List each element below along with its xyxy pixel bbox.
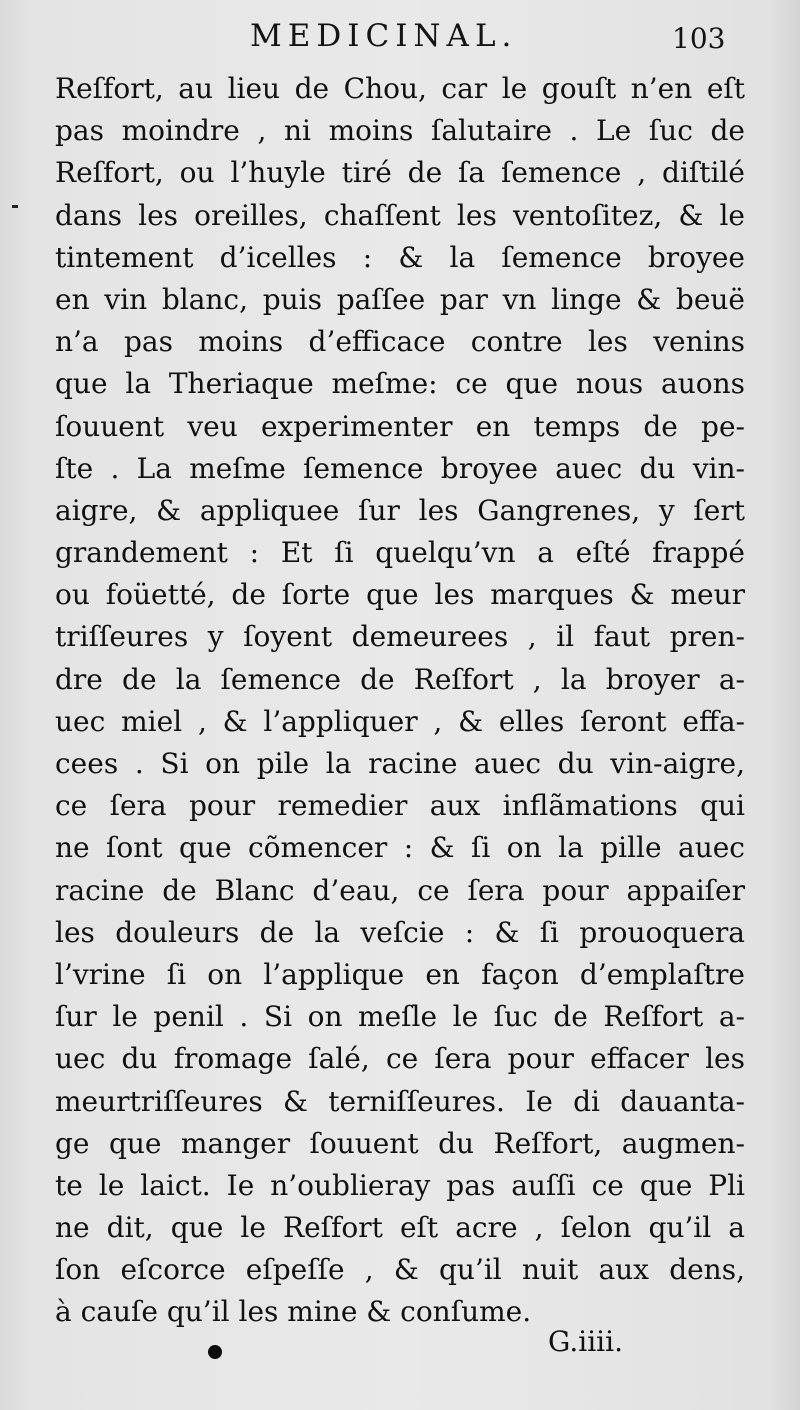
text-line: cees . Si on pile la racine auec du vin-aigre, [55,747,745,780]
text-line: ſur le penil . Si on meſle le ſuc de Reſfort a- [55,1000,745,1034]
text-line: l’vrine ſi on l’applique en façon d’emplaſtre [55,957,745,991]
body-text [55,68,745,1334]
text-line: Reſfort, ou l’huyle tiré de ſa ſemence , diſtilé [55,156,745,190]
text-line: ce ſera pour remedier aux inflãmations qui [55,789,745,823]
page-number: 103 [672,22,726,55]
text-line: ne dit, que le Reſfort eſt acre , ſelon qu’il a [55,1211,745,1245]
text-line: grandement : Et ſi quelqu’vn a eſté frappé [55,536,745,570]
margin-ink-mark [12,205,18,208]
text-line: ou foüetté, de ſorte que les marques & meur [55,578,745,612]
text-line: pas moindre , ni moins ſalutaire . Le ſuc de [55,114,745,148]
text-line: uec miel , & l’appliquer , & elles ſeront effa- [55,704,745,738]
text-line: ſouuent veu experimenter en temps de pe- [55,409,745,443]
text-line: uec du fromage ſalé, ce ſera pour effacer les [55,1042,745,1076]
text-line: aigre, & appliquee ſur les Gangrenes, y ſert [55,493,745,527]
text-line: ne ſont que cõmencer : & ſi on la pille auec [55,831,745,865]
running-head: MEDICINAL. [250,18,518,54]
text-line: tintement d’icelles : & la ſemence broyee [55,240,745,274]
text-line: n’a pas moins d’efficace contre les venins [55,325,745,359]
text-line: Reſfort, au lieu de Chou, car le gouſt n’en eſt [55,72,745,105]
signature-mark: G.iiii. [548,1325,623,1358]
text-line: ſon eſcorce eſpeſſe , & qu’il nuit aux dens, [55,1253,745,1287]
text-line: meurtriſſeures & terniſſeures. Ie di dauanta- [55,1084,745,1118]
text-line: ge que manger ſouuent du Reſfort, augmen- [55,1126,745,1160]
text-line: dans les oreilles, chaſſent les ventoſitez, & le [55,198,745,232]
page-header [0,12,800,62]
text-line: dre de la ſemence de Reſfort , la broyer a- [55,662,745,696]
text-line: racine de Blanc d’eau, ce ſera pour appaiſer [55,873,745,907]
text-line: en vin blanc, puis paſſee par vn linge & beuë [55,282,745,316]
text-line: à cauſe qu’il les mine & conſume. [55,1295,532,1329]
text-line: triſſeures y ſoyent demeurees , il faut pren- [55,620,745,654]
ink-blot [208,1345,222,1359]
text-line: te le laict. Ie n’oublieray pas auſſi ce que Pli [55,1168,745,1202]
text-line: les douleurs de la veſcie : & ſi prouoquera [55,915,745,949]
text-line: que la Theriaque meſme: ce que nous auons [55,367,745,401]
text-line: ſte . La meſme ſemence broyee auec du vin- [55,451,745,485]
